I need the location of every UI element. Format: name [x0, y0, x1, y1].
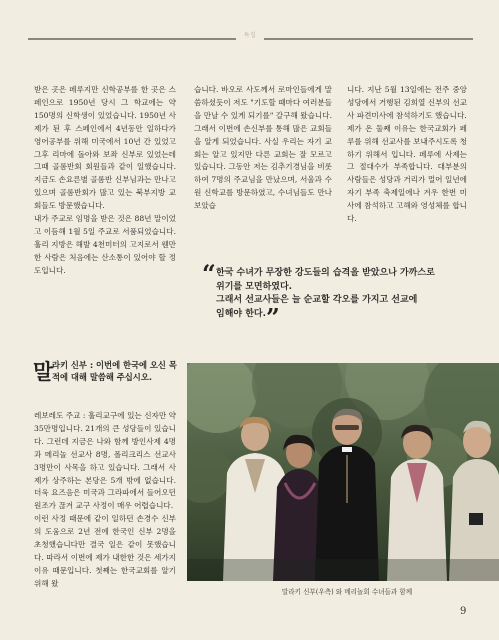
article-text: 레보레도 주교 : 훌리교구에 있는 신자만 약 35만명입니다. 21개의 큰 성당들이 있습니다. 그런데 지금은 나와 함께 방인사제 4명과 메리놀 선교사 8명, 폴리크리스 선교사 3명만이 사목을 하고 있습니다. 그래서 사제가 상주하는 본당은 5개 밖에 없습니다. 더욱 요즈음은 미국과 그라파에서 들어오던 원조가 끊겨 교구 사정이 매우 어렵습니다. 이런 사정 때문에 같이 일하던 손경수 신부의 도움으로 2년 전에 한국인 신부 2명을 초청했습니다만 결국 일은 같이 못했습니다. 따라서 이번에 제가 내한한 것은 세가지 이유 때문입니다. 첫째는 한국교회를 알기 위해 왔: [34, 411, 176, 588]
photo-caption: 말라키 신부(우측) 와 메리놀회 수녀들과 함께: [281, 588, 413, 596]
article-column-2: [194, 84, 332, 213]
article-column-1-bottom: [34, 410, 176, 591]
article-text: 니다. 지난 5월 13일에는 전주 중앙성당에서 거행된 김희열 신부의 선교사 파견미사에 참석하기도 했습니다. 제가 온 둘째 이유는 한국교회가 페루를 위해 선교사를 보내주시도록 청하기 위해서 입니다. 페루에 사제는 그 절대수가 부족합니다. 대부분의 사람들은 성당과 거리가 멀어 일년에 자기 부족 축제일에나 겨우 한번 미사에 참석하고 고해와 영성체를 합니다.: [347, 85, 467, 224]
article-text: 받은 곳은 페루지만 신학공부를 한 곳은 스페인으로 1950년 당시 그 학교에는 약 150명의 신학생이 있었습니다. 1950년 사제가 된 후 스페인에서 4년동안 일하다가 영어공부를 위해 미국에서 10년 간 있었고 그후 리마에 돌아와 보좌 신부로 있었는데 그때 골롬반회 회원들과 같이 일했습니다. 지금도 손요른별 골롬반 신부님과는 만나고 있으며 골롬반회가 많고 있는 북부지방 교회들도 방문했습니다. 내가 주교로 임명을 받은 것은 88년 말이었고 이듬해 1월 5일 주교로 서품되었습니다. 훌리 지방은 해발 4천미터의 고지로서 웬만한 사람은 처음에는 산소통이 있어야 할 정도입니다.: [34, 85, 176, 275]
interview-question: 라키 신부 : 이번에 한국에 오신 목적에 대해 말씀해 주십시오.: [52, 360, 177, 383]
section-label: 특집: [236, 30, 264, 42]
article-text: 습니다. 바오로 사도께서 로마인들에게 말씀하셨듯이 저도 "기도할 때마다 여러분들을 만날 수 있게 되기를" 갈구해 왔습니다. 그래서 이번에 손신부를 통해 많은 교회들을 알게 되었습니다. 사실 우리는 자기 교회는 알고 있지만 다른 교회는 잘 모르고 있습니다. 그동안 저는 김추기경님을 비롯하여 7명의 주교님을 만났으며, 서울과 수원 신학교를 방문하였고, 수녀님들도 만나 보았습: [194, 85, 332, 211]
quote-close-icon: ”: [266, 303, 280, 332]
quote-open-icon: “: [202, 259, 216, 288]
group-photo-illustration: [187, 363, 499, 581]
group-photo: [187, 363, 499, 581]
article-column-1-top: [34, 84, 176, 278]
article-column-3: [347, 84, 467, 226]
pull-quote-text: 한국 수녀가 무장한 강도들의 습격을 받았으나 가까스로 위기를 모면하였다. 그래서 선교사들은 늘 순교할 각오를 가지고 선교에 임해야 한다.: [216, 268, 435, 319]
page-number: 9: [460, 606, 467, 617]
drop-cap: 말: [33, 360, 54, 384]
